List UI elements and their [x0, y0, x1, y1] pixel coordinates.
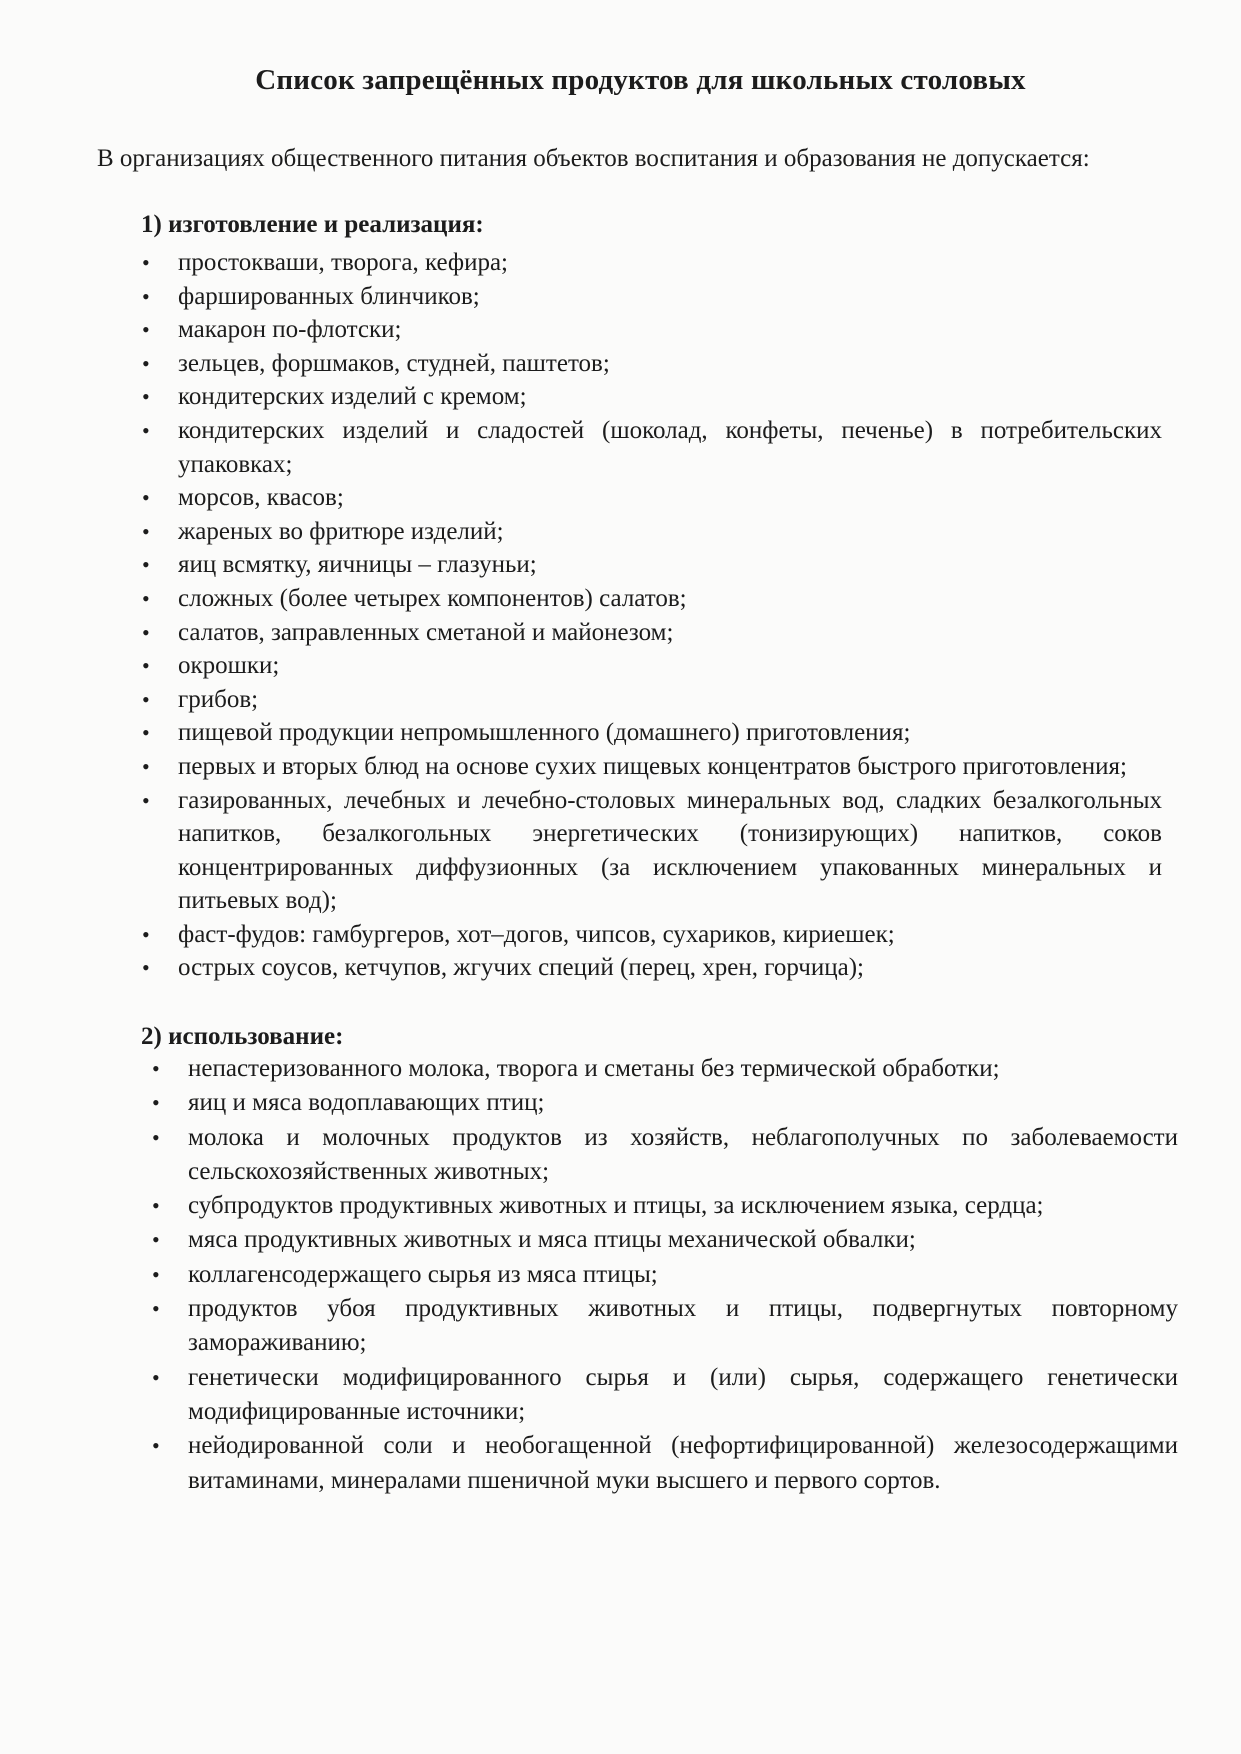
bullet-icon: • [152, 1261, 160, 1287]
list-item: • кондитерских изделий и сладостей (шоколад, конфеты, печенье) в потребительских упаковках; [178, 414, 1162, 481]
list-item: • жареных во фритюре изделий; [178, 515, 1162, 549]
list-item: • коллагенсодержащего сырья из мяса птицы; [188, 1258, 1178, 1292]
list-item: • макарон по-флотски; [178, 313, 1162, 347]
bullet-icon: • [142, 720, 150, 746]
list-item: • фаст-фудов: гамбургеров, хот–догов, чипсов, сухариков, кириешек; [178, 918, 1162, 952]
bullet-icon: • [152, 1227, 160, 1253]
bullet-icon: • [142, 619, 150, 645]
bullet-icon: • [142, 417, 150, 443]
list-item: • молока и молочных продуктов из хозяйств, неблагополучных по заболеваемости сельскохозяйственных животных; [188, 1121, 1178, 1190]
list-item: • окрошки; [178, 649, 1162, 683]
list-item: • кондитерских изделий с кремом; [178, 380, 1162, 414]
list-item: • яиц всмятку, яичницы – глазуньи; [178, 548, 1162, 582]
bullet-icon: • [152, 1433, 160, 1459]
bullet-icon: • [142, 384, 150, 410]
list-item: • непастеризованного молока, творога и сметаны без термической обработки; [188, 1052, 1178, 1086]
section-2-list [152, 1052, 1178, 1498]
list-item: • яиц и мяса водоплавающих птиц; [188, 1086, 1178, 1120]
bullet-icon: • [142, 317, 150, 343]
bullet-icon: • [142, 485, 150, 511]
bullet-icon: • [142, 955, 150, 981]
bullet-icon: • [152, 1056, 160, 1081]
bullet-icon: • [142, 585, 150, 611]
bullet-icon: • [152, 1090, 160, 1116]
bullet-icon: • [142, 350, 150, 376]
bullet-icon: • [152, 1124, 160, 1150]
list-item: • нейодированной соли и необогащенной (нефортифицированной) железосодержащими витаминами, минералами пшеничной муки высшего и первого сортов. [188, 1429, 1178, 1498]
list-item: • фаршированных блинчиков; [178, 280, 1162, 314]
list-item: • острых соусов, кетчупов, жгучих специй (перец, хрен, горчица); [178, 951, 1162, 985]
list-item: • первых и вторых блюд на основе сухих пищевых концентратов быстрого приготовления; [178, 750, 1162, 784]
section-2-heading: 2) использование: [141, 1023, 344, 1050]
bullet-icon: • [142, 921, 150, 947]
bullet-icon: • [142, 518, 150, 544]
list-item: • салатов, заправленных сметаной и майонезом; [178, 616, 1162, 650]
bullet-icon: • [142, 283, 150, 309]
list-item: • морсов, квасов; [178, 481, 1162, 515]
document-title: Список запрещённых продуктов для школьных столовых [255, 64, 1026, 96]
list-item: • простокваши, творога, кефира; [178, 246, 1162, 280]
section-1-list [142, 246, 1162, 985]
bullet-icon: • [142, 653, 150, 679]
bullet-icon: • [142, 753, 150, 779]
bullet-icon: • [142, 787, 150, 813]
list-item: • субпродуктов продуктивных животных и птицы, за исключением языка, сердца; [188, 1189, 1178, 1223]
bullet-icon: • [142, 686, 150, 712]
bullet-icon: • [142, 250, 150, 275]
bullet-icon: • [152, 1296, 160, 1322]
bullet-icon: • [152, 1364, 160, 1390]
bullet-icon: • [152, 1193, 160, 1219]
intro-paragraph: В организациях общественного питания объектов воспитания и образования не допускается: [97, 145, 1090, 172]
bullet-icon: • [142, 552, 150, 578]
list-item: • пищевой продукции непромышленного (домашнего) приготовления; [178, 716, 1162, 750]
list-item: • сложных (более четырех компонентов) салатов; [178, 582, 1162, 616]
list-item: • мяса продуктивных животных и мяса птицы механической обвалки; [188, 1223, 1178, 1257]
list-item: • грибов; [178, 683, 1162, 717]
section-1-heading: 1) изготовление и реализация: [141, 211, 484, 238]
list-item: • зельцев, форшмаков, студней, паштетов; [178, 347, 1162, 381]
list-item: • газированных, лечебных и лечебно-столовых минеральных вод, сладких безалкогольных напитков, безалкогольных энергетических (тонизирующих) напитков, соков концентрированных диффузионных (за исключением упакованных минеральных и питьевых вод); [178, 784, 1162, 918]
list-item: • генетически модифицированного сырья и (или) сырья, содержащего генетически модифицированные источники; [188, 1361, 1178, 1430]
list-item: • продуктов убоя продуктивных животных и птицы, подвергнутых повторному замораживанию; [188, 1292, 1178, 1361]
